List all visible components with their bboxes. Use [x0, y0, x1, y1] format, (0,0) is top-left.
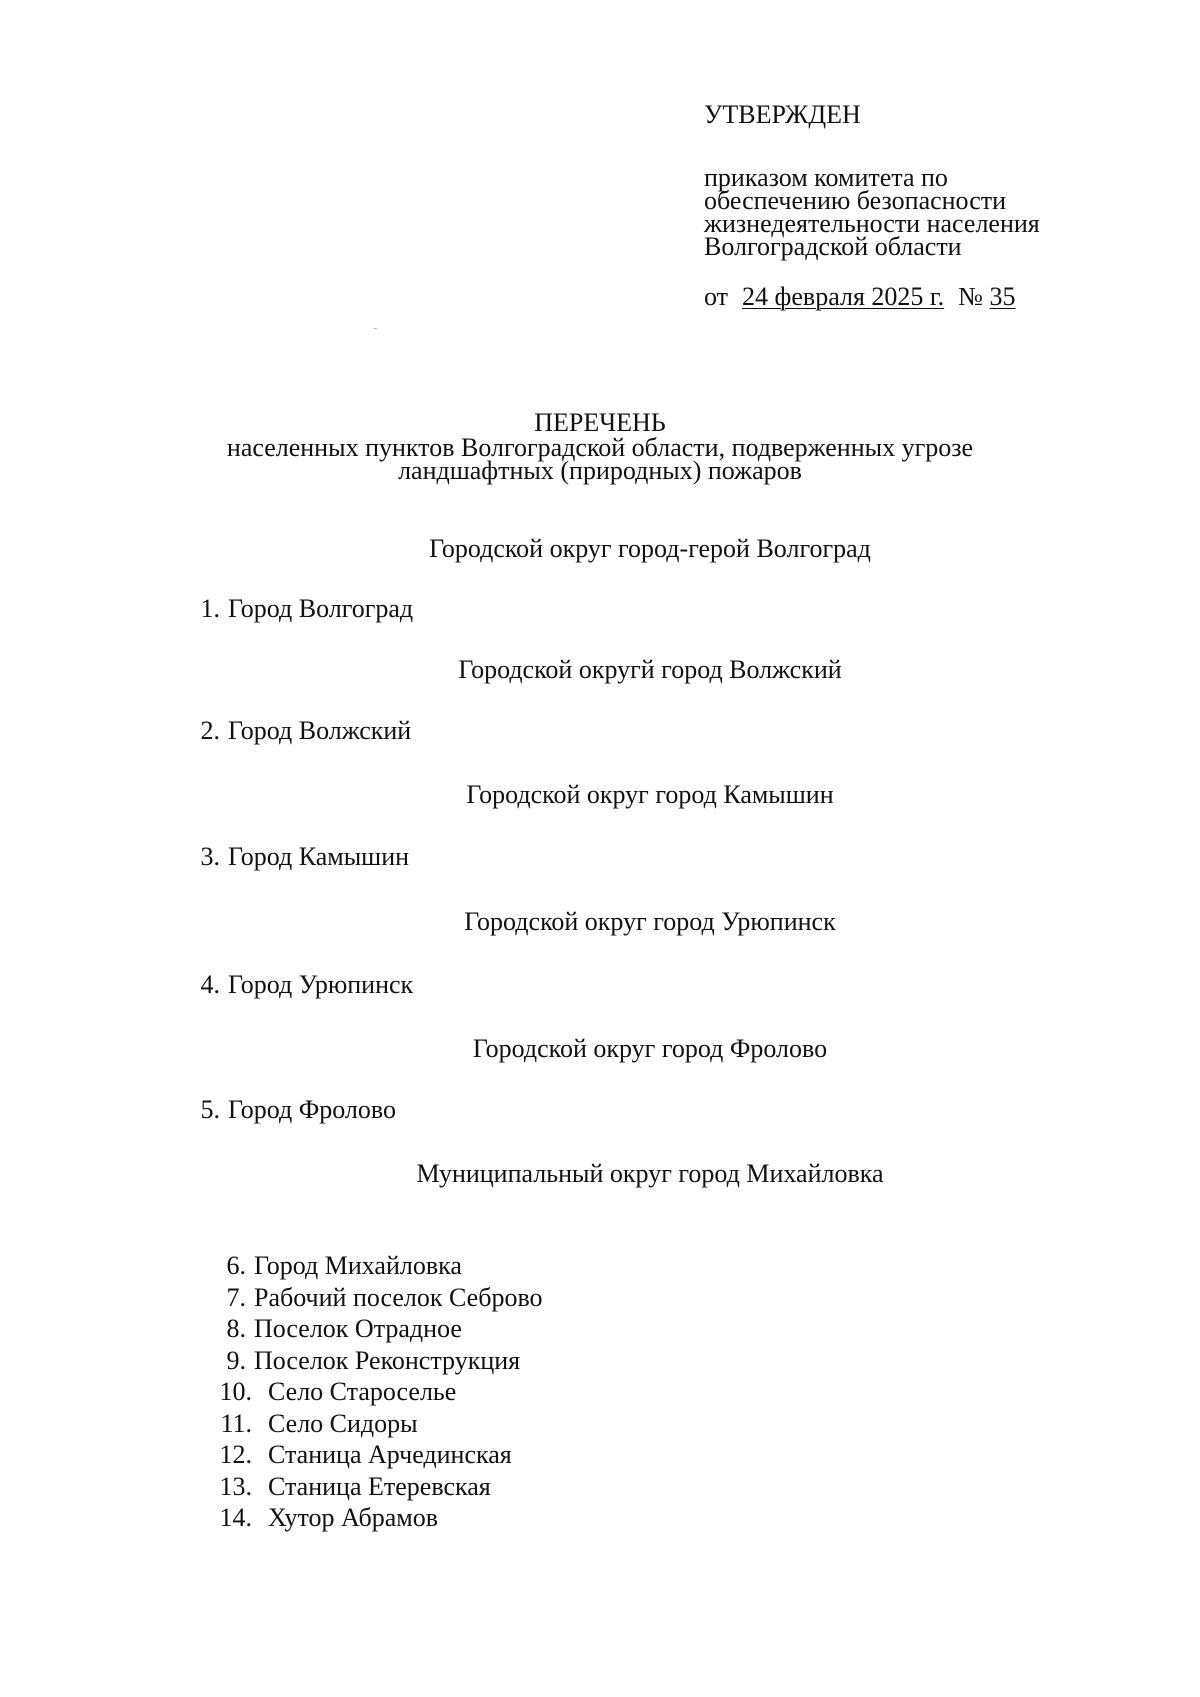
- item-name: Село Сидоры: [268, 1408, 418, 1438]
- item-name: Город Фролово: [228, 1095, 396, 1124]
- approval-line: приказом комитета по: [704, 163, 948, 192]
- item-number: 10.: [219, 1377, 252, 1406]
- list-item: [206, 1471, 543, 1503]
- item-number: 4.: [200, 970, 220, 999]
- district-heading: Городской округ город Урюпинск: [464, 907, 836, 936]
- item-number: 3.: [200, 842, 220, 871]
- list-item: [190, 842, 409, 872]
- document-heading: [100, 408, 1100, 485]
- date-value: 24 февраля 2025 г.: [742, 282, 945, 311]
- item-name: Рабочий поселок Себрово: [254, 1282, 543, 1312]
- item-number: 12.: [219, 1440, 252, 1469]
- item-name: Поселок Реконструкция: [254, 1345, 521, 1375]
- list-item: [206, 1282, 543, 1314]
- district-heading: Городской округй город Волжский: [458, 655, 842, 684]
- item-number: 2.: [200, 716, 220, 745]
- list-item: [190, 1095, 396, 1125]
- item-number: 14.: [219, 1503, 252, 1532]
- district-heading: Муниципальный округ город Михайловка: [416, 1159, 884, 1188]
- list-item: [206, 1376, 543, 1408]
- item-number: 9.: [226, 1345, 246, 1375]
- item-number: 13.: [219, 1471, 252, 1501]
- item-number: 6.: [226, 1251, 246, 1280]
- list-item: [206, 1502, 543, 1534]
- district-heading: Городской округ город Фролово: [472, 1034, 828, 1063]
- item-name: Хутор Абрамов: [268, 1503, 438, 1532]
- list-item: [190, 594, 413, 624]
- scan-speck: [374, 328, 377, 329]
- list-item: [206, 1313, 543, 1345]
- approval-block: [704, 100, 1144, 312]
- list-item: [190, 716, 411, 746]
- list-item: [206, 1439, 543, 1471]
- item-number: 5.: [200, 1095, 220, 1124]
- number-sign: №: [958, 282, 983, 311]
- item-name: Станица Арчединская: [268, 1440, 512, 1469]
- heading-title: ПЕРЕЧЕНЬ: [534, 408, 666, 437]
- list-item: [206, 1345, 543, 1377]
- item-name: Станица Етеревская: [268, 1471, 491, 1501]
- heading-line: населенных пунктов Волгоградской области, подверженных угрозе: [226, 433, 974, 462]
- item-name: Город Волжский: [228, 716, 412, 745]
- item-name: Поселок Отрадное: [254, 1314, 462, 1343]
- item-number: 1.: [200, 594, 220, 623]
- approval-title: УТВЕРЖДЕН: [704, 100, 861, 129]
- district-heading: Городской округ город-герой Волгоград: [429, 534, 871, 563]
- list-item: [190, 970, 413, 1000]
- approval-line: жизнедеятельности населения: [704, 209, 1040, 238]
- item-name: Город Волгоград: [228, 594, 414, 623]
- item-name: Город Камышин: [228, 842, 410, 871]
- approval-line: обеспечению безопасности: [704, 186, 1007, 215]
- approval-line: Волгоградской области: [704, 232, 962, 261]
- date-prefix: от: [704, 282, 729, 311]
- item-name: Село Староселье: [268, 1377, 457, 1406]
- list-item: [206, 1250, 543, 1282]
- approval-date-line: [704, 282, 1144, 312]
- heading-line: ландшафтных (природных) пожаров: [398, 456, 802, 485]
- item-name: Город Михайловка: [254, 1251, 462, 1280]
- order-number: 35: [989, 282, 1016, 311]
- item-number: 8.: [226, 1314, 246, 1343]
- item-name: Город Урюпинск: [228, 970, 414, 999]
- item-number: 11.: [220, 1408, 252, 1438]
- item-number: 7.: [226, 1282, 246, 1312]
- district-heading: Городской округ город Камышин: [466, 780, 834, 809]
- settlement-list: [206, 1250, 543, 1534]
- list-item: [206, 1408, 543, 1440]
